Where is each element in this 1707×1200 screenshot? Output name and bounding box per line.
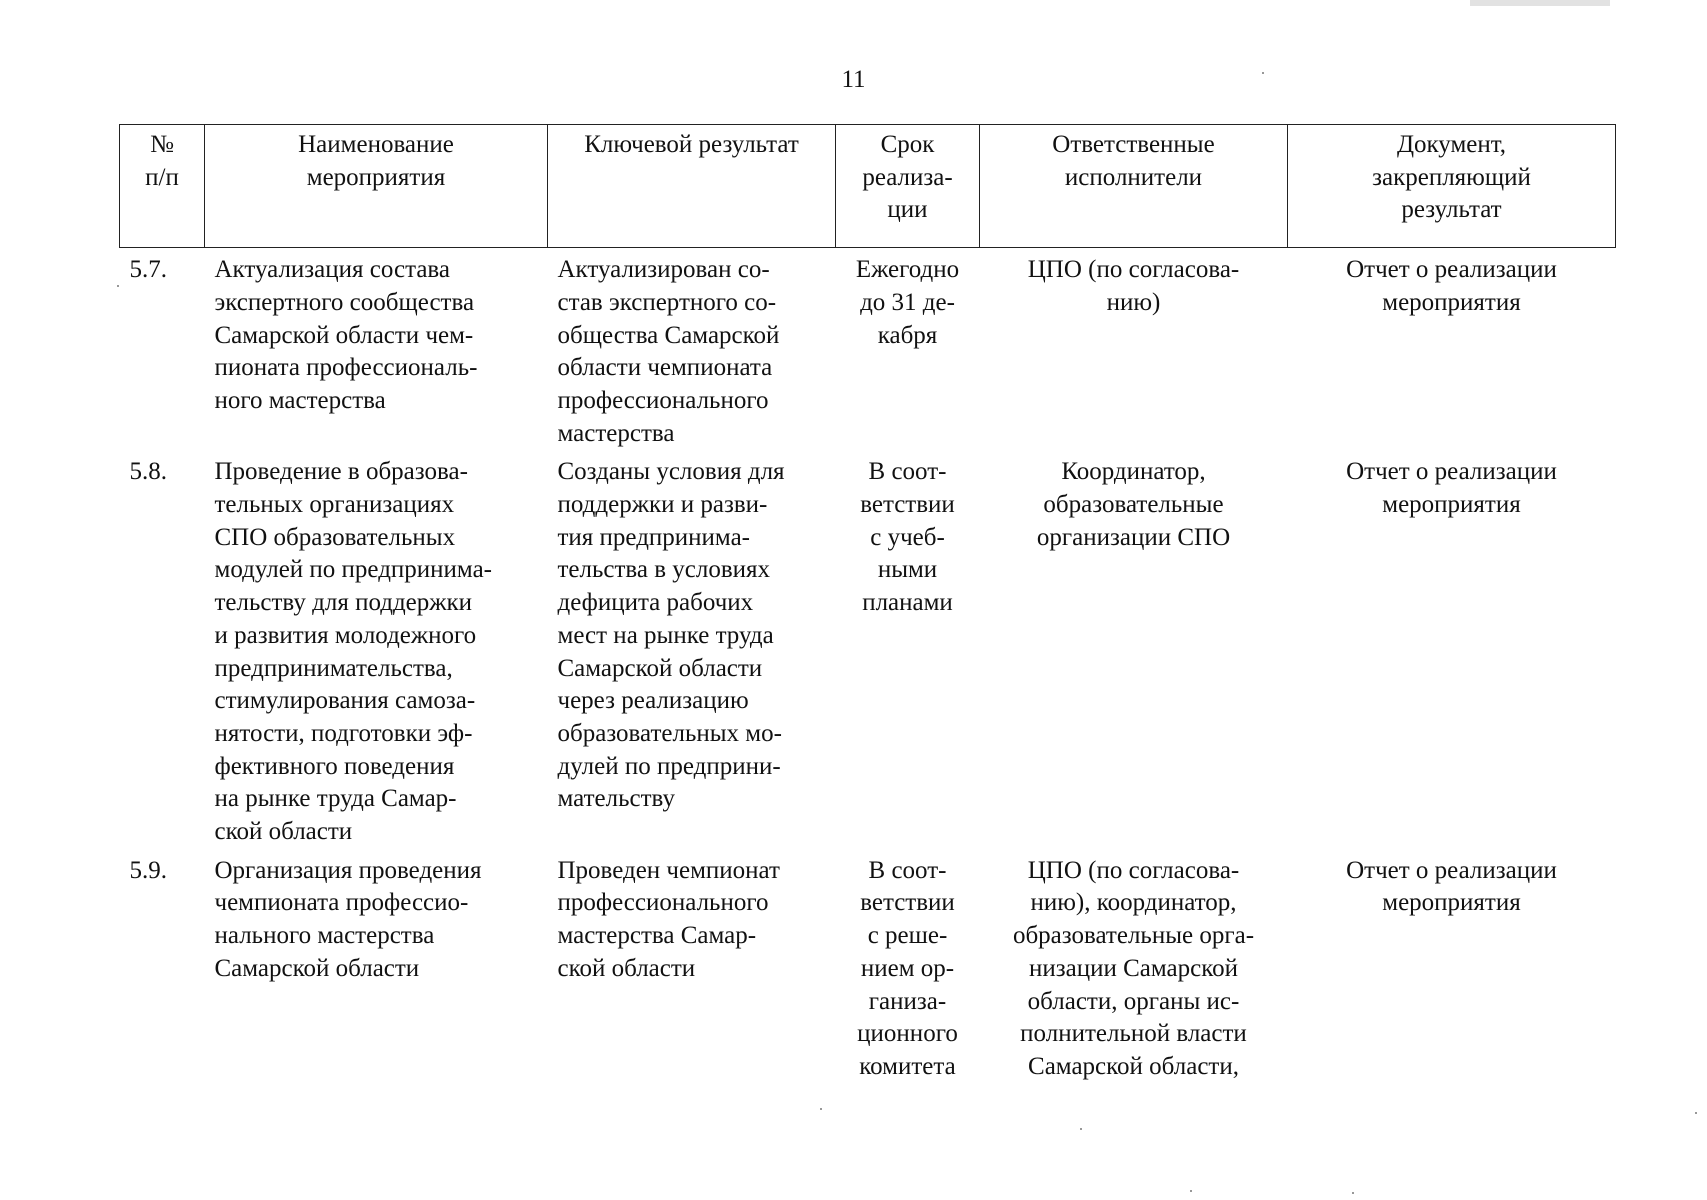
cell-line: предпринимательства, <box>214 654 453 682</box>
cell-line: на рынке труда Самар- <box>214 785 457 813</box>
header-line: реализа- <box>862 163 953 191</box>
cell-key-result <box>548 248 836 457</box>
cell-document <box>1288 248 1616 457</box>
scan-speck <box>1262 72 1264 74</box>
cell-line: образовательных мо- <box>557 719 782 747</box>
header-line: Ключевой результат <box>584 131 799 158</box>
header-term <box>836 125 980 248</box>
cell-activity-name <box>205 456 548 854</box>
cell-line: Самарской области <box>214 954 420 982</box>
cell-line: нятости, подготовки эф- <box>214 719 473 747</box>
cell-line: кабря <box>877 321 938 349</box>
cell-line: низации Самарской <box>1029 954 1238 982</box>
header-key-result <box>548 125 836 248</box>
cell-line: Созданы условия для <box>557 458 785 486</box>
cell-line: Проведение в образова- <box>214 458 468 486</box>
cell-line: ного мастерства <box>214 386 386 414</box>
cell-line: нию), координатор, <box>1030 889 1237 917</box>
cell-line: ганиза- <box>868 987 947 1015</box>
cell-line: организации СПО <box>1036 523 1231 551</box>
page-number: 11 <box>841 66 866 93</box>
table-row <box>120 456 1616 854</box>
scan-speck <box>1352 1192 1354 1194</box>
cell-line: области, органы ис- <box>1027 987 1240 1015</box>
cell-line: экспертного сообщества <box>214 288 475 316</box>
scan-speck <box>1190 1190 1192 1192</box>
cell-line: стимулирования самоза- <box>214 687 476 715</box>
cell-line: Организация проведения <box>214 856 482 884</box>
cell-document <box>1288 855 1616 1090</box>
cell-line: полнительной власти <box>1020 1020 1247 1048</box>
cell-number: 5.8. <box>129 458 167 486</box>
cell-number: 5.7. <box>129 256 167 284</box>
cell-line: с реше- <box>867 922 948 950</box>
header-line: результат <box>1401 196 1502 224</box>
cell-line: Ежегодно <box>855 256 960 284</box>
cell-line: профессионального <box>557 889 769 917</box>
cell-line: ными <box>877 556 938 584</box>
header-document <box>1288 125 1616 248</box>
cell-line: комитета <box>859 1052 956 1080</box>
cell-line: мероприятия <box>1382 491 1521 519</box>
cell-responsible <box>980 855 1288 1090</box>
cell-line: общества Самарской <box>557 321 780 349</box>
cell-line: став экспертного со- <box>557 288 777 316</box>
cell-line: мест на рынке труда <box>557 621 774 649</box>
cell-line: дулей по предприни- <box>557 752 781 780</box>
cell-line: нием ор- <box>860 954 955 982</box>
cell-term <box>836 456 980 854</box>
cell-line: Актуализирован со- <box>557 256 770 284</box>
cell-line: фективного поведения <box>214 752 455 780</box>
cell-line: до 31 де- <box>860 288 955 316</box>
cell-line: СПО образовательных <box>214 523 456 551</box>
header-line: закрепляющий <box>1372 163 1531 191</box>
cell-line: ветствии <box>860 491 955 519</box>
cell-key-result <box>548 456 836 854</box>
cell-line: нию) <box>1106 288 1161 316</box>
scan-speck <box>117 285 119 287</box>
cell-responsible <box>980 456 1288 854</box>
cell-term <box>836 248 980 457</box>
cell-line: мастерства Самар- <box>557 922 757 950</box>
cell-activity-name <box>205 248 548 457</box>
cell-line: образовательные орга- <box>1012 922 1255 950</box>
cell-term <box>836 855 980 1090</box>
cell-line: Актуализация состава <box>214 256 450 284</box>
cell-line: ЦПО (по согласова- <box>1027 256 1240 284</box>
cell-line: Отчет о реализации <box>1346 256 1557 284</box>
cell-line: ской области <box>214 818 353 846</box>
cell-line: тия предпринима- <box>557 523 751 551</box>
cell-responsible <box>980 248 1288 457</box>
header-line: ции <box>887 196 928 224</box>
cell-key-result <box>548 855 836 1090</box>
cell-line: мательству <box>557 785 675 813</box>
cell-line: и развития молодежного <box>214 621 477 649</box>
cell-line: тельству для поддержки <box>214 589 473 617</box>
header-line: Ответственные <box>1052 131 1215 158</box>
cell-line: планами <box>862 589 953 617</box>
cell-activity-name <box>205 855 548 1090</box>
cell-line: чемпионата профессио- <box>214 889 469 917</box>
cell-line: дефицита рабочих <box>557 589 754 617</box>
cell-line: ской области <box>557 954 696 982</box>
table-header-row <box>120 125 1616 248</box>
cell-line: пионата профессиональ- <box>214 354 478 382</box>
cell-line: Самарской области, <box>1028 1052 1239 1080</box>
cell-line: Координатор, <box>1061 458 1206 486</box>
header-line: мероприятия <box>306 163 446 191</box>
scan-edge-mark <box>1470 0 1610 6</box>
cell-line: Самарской области <box>557 654 763 682</box>
cell-line: модулей по предпринима- <box>214 556 493 584</box>
cell-line: мастерства <box>557 419 675 447</box>
cell-line: мероприятия <box>1382 889 1521 917</box>
cell-line: через реализацию <box>557 687 749 715</box>
cell-line: профессионального <box>557 386 769 414</box>
header-line: п/п <box>145 163 179 191</box>
cell-line: поддержки и разви- <box>557 491 768 519</box>
cell-line: Отчет о реализации <box>1346 458 1557 486</box>
cell-line: образовательные <box>1043 491 1224 519</box>
cell-document <box>1288 456 1616 854</box>
cell-line: мероприятия <box>1382 288 1521 316</box>
scan-speck <box>820 1108 822 1110</box>
cell-line: ЦПО (по согласова- <box>1027 856 1240 884</box>
scan-speck <box>1080 1128 1082 1130</box>
header-line: Документ, <box>1396 131 1507 158</box>
cell-line: тельства в условиях <box>557 556 771 584</box>
cell-number: 5.9. <box>129 856 167 884</box>
header-responsible <box>980 125 1288 248</box>
cell-line: Проведен чемпионат <box>557 856 780 884</box>
cell-line: с учеб- <box>870 523 945 551</box>
cell-line: В соот- <box>868 458 947 486</box>
cell-line: ветствии <box>860 889 955 917</box>
header-line: исполнители <box>1064 163 1203 191</box>
table-row <box>120 855 1616 1090</box>
header-activity-name <box>205 125 548 248</box>
cell-line: Самарской области чем- <box>214 321 474 349</box>
table-row <box>120 248 1616 457</box>
header-line: Срок <box>880 131 935 158</box>
scan-speck <box>1695 1112 1697 1114</box>
cell-line: Отчет о реализации <box>1346 856 1557 884</box>
cell-line: В соот- <box>868 856 947 884</box>
cell-line: области чемпионата <box>557 354 773 382</box>
header-line: № <box>150 131 174 158</box>
header-number <box>120 125 205 248</box>
cell-line: ционного <box>857 1020 958 1048</box>
cell-line: тельных организациях <box>214 491 455 519</box>
cell-line: нального мастерства <box>214 922 435 950</box>
header-line: Наименование <box>298 131 454 158</box>
activities-table <box>119 124 1616 1090</box>
